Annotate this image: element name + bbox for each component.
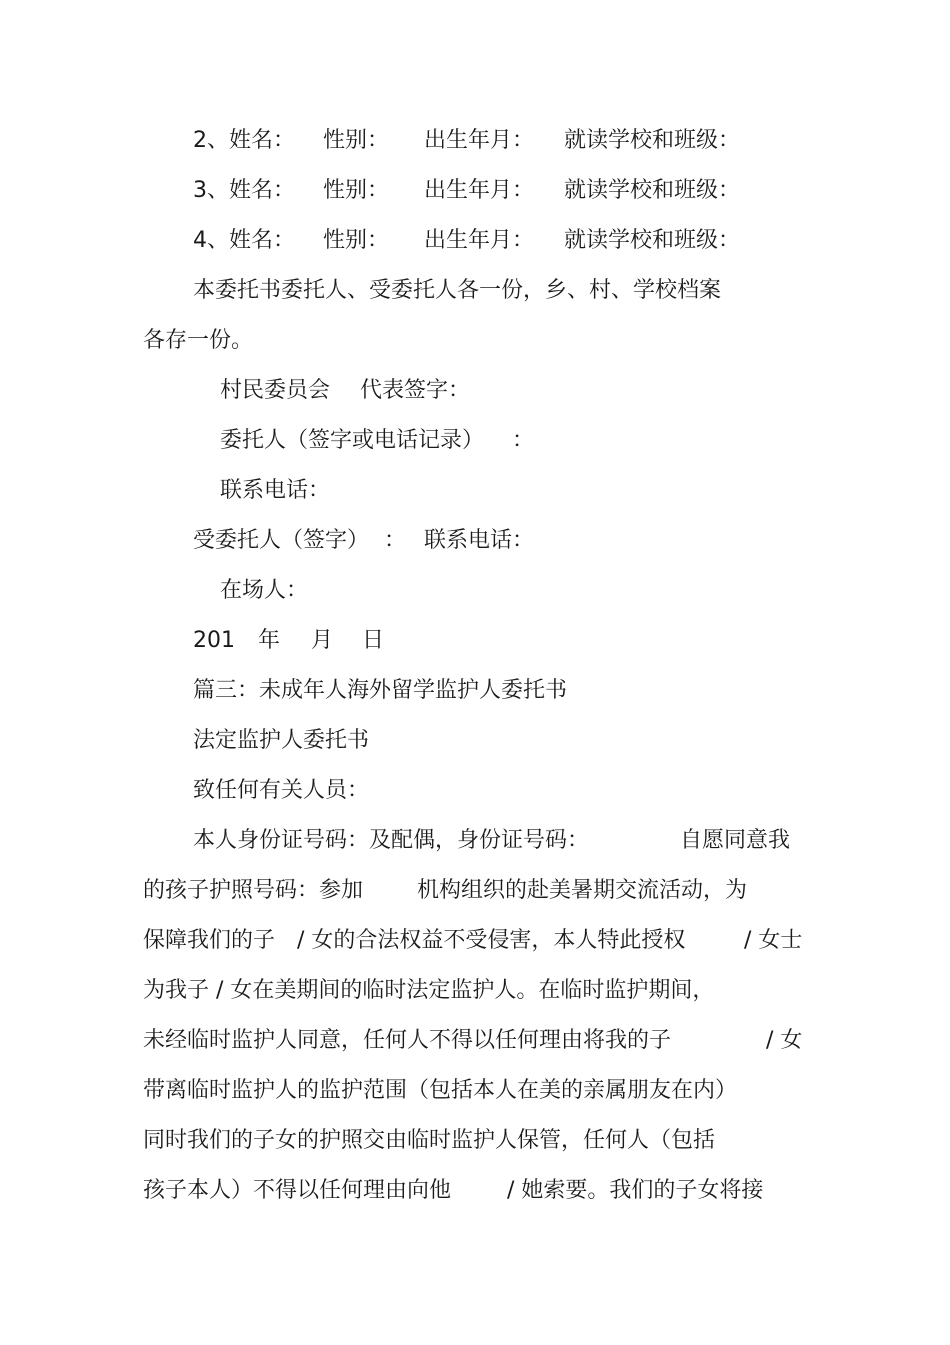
date-month-label: 月 <box>311 628 334 653</box>
student-name-label: 4、姓名： <box>193 228 295 253</box>
body-line-8a: 孩子本人）不得以任何理由向他 <box>143 1178 452 1203</box>
body-line-5b: / 女 <box>766 1028 803 1053</box>
body-line-1b: 自愿同意我 <box>680 828 791 853</box>
copies-paragraph-line-1: 本委托书委托人、受委托人各一份，乡、村、学校档案 <box>193 278 722 303</box>
client-signature-colon: ： <box>512 428 535 453</box>
client-signature-label: 委托人（签字或电话记录） <box>220 428 485 453</box>
date-day-label: 日 <box>362 628 385 653</box>
copies-paragraph-line-2: 各存一份。 <box>143 328 254 353</box>
section-title: 篇三：未成年人海外留学监护人委托书 <box>193 678 568 703</box>
body-line-4: 为我子 / 女在美期间的临时法定监护人。在临时监护期间， <box>143 978 715 1003</box>
body-line-3b: / 女的合法权益不受侵害，本人特此授权 <box>297 928 686 953</box>
student-school-label: 就读学校和班级： <box>564 178 741 203</box>
student-school-label: 就读学校和班级： <box>564 228 741 253</box>
date-year-prefix: 201 <box>193 628 235 653</box>
student-birth-label: 出生年月： <box>424 178 535 203</box>
village-committee-label: 村民委员会 <box>220 378 331 403</box>
body-line-3c: / 女士 <box>744 928 803 953</box>
salutation: 致任何有关人员： <box>193 778 370 803</box>
trustee-phone-label: 联系电话： <box>424 528 535 553</box>
document-title: 法定监护人委托书 <box>193 728 370 753</box>
body-line-2b: 机构组织的赴美暑期交流活动，为 <box>417 878 748 903</box>
trustee-signature-colon: ： <box>384 528 407 553</box>
body-line-5a: 未经临时监护人同意，任何人不得以任何理由将我的子 <box>143 1028 672 1053</box>
student-school-label: 就读学校和班级： <box>564 128 741 153</box>
body-line-1a: 本人身份证号码：及配偶，身份证号码： <box>193 828 590 853</box>
student-birth-label: 出生年月： <box>424 228 535 253</box>
student-gender-label: 性别： <box>323 228 390 253</box>
representative-signature-label: 代表签字： <box>360 378 471 403</box>
student-gender-label: 性别： <box>323 178 390 203</box>
trustee-signature-label: 受委托人（签字） <box>193 528 370 553</box>
body-line-7: 同时我们的子女的护照交由临时监护人保管，任何人（包括 <box>143 1128 716 1153</box>
student-name-label: 2、姓名： <box>193 128 295 153</box>
client-phone-label: 联系电话： <box>220 478 331 503</box>
student-gender-label: 性别： <box>323 128 390 153</box>
body-line-8b: / 她索要。我们的子女将接 <box>507 1178 764 1203</box>
present-person-label: 在场人： <box>220 578 309 603</box>
date-year-label: 年 <box>258 628 281 653</box>
body-line-2a: 的孩子护照号码：参加 <box>143 878 364 903</box>
body-line-6: 带离临时监护人的监护范围（包括本人在美的亲属朋友在内） <box>143 1078 738 1103</box>
student-name-label: 3、姓名： <box>193 178 295 203</box>
student-birth-label: 出生年月： <box>424 128 535 153</box>
body-line-3a: 保障我们的子 <box>143 928 276 953</box>
